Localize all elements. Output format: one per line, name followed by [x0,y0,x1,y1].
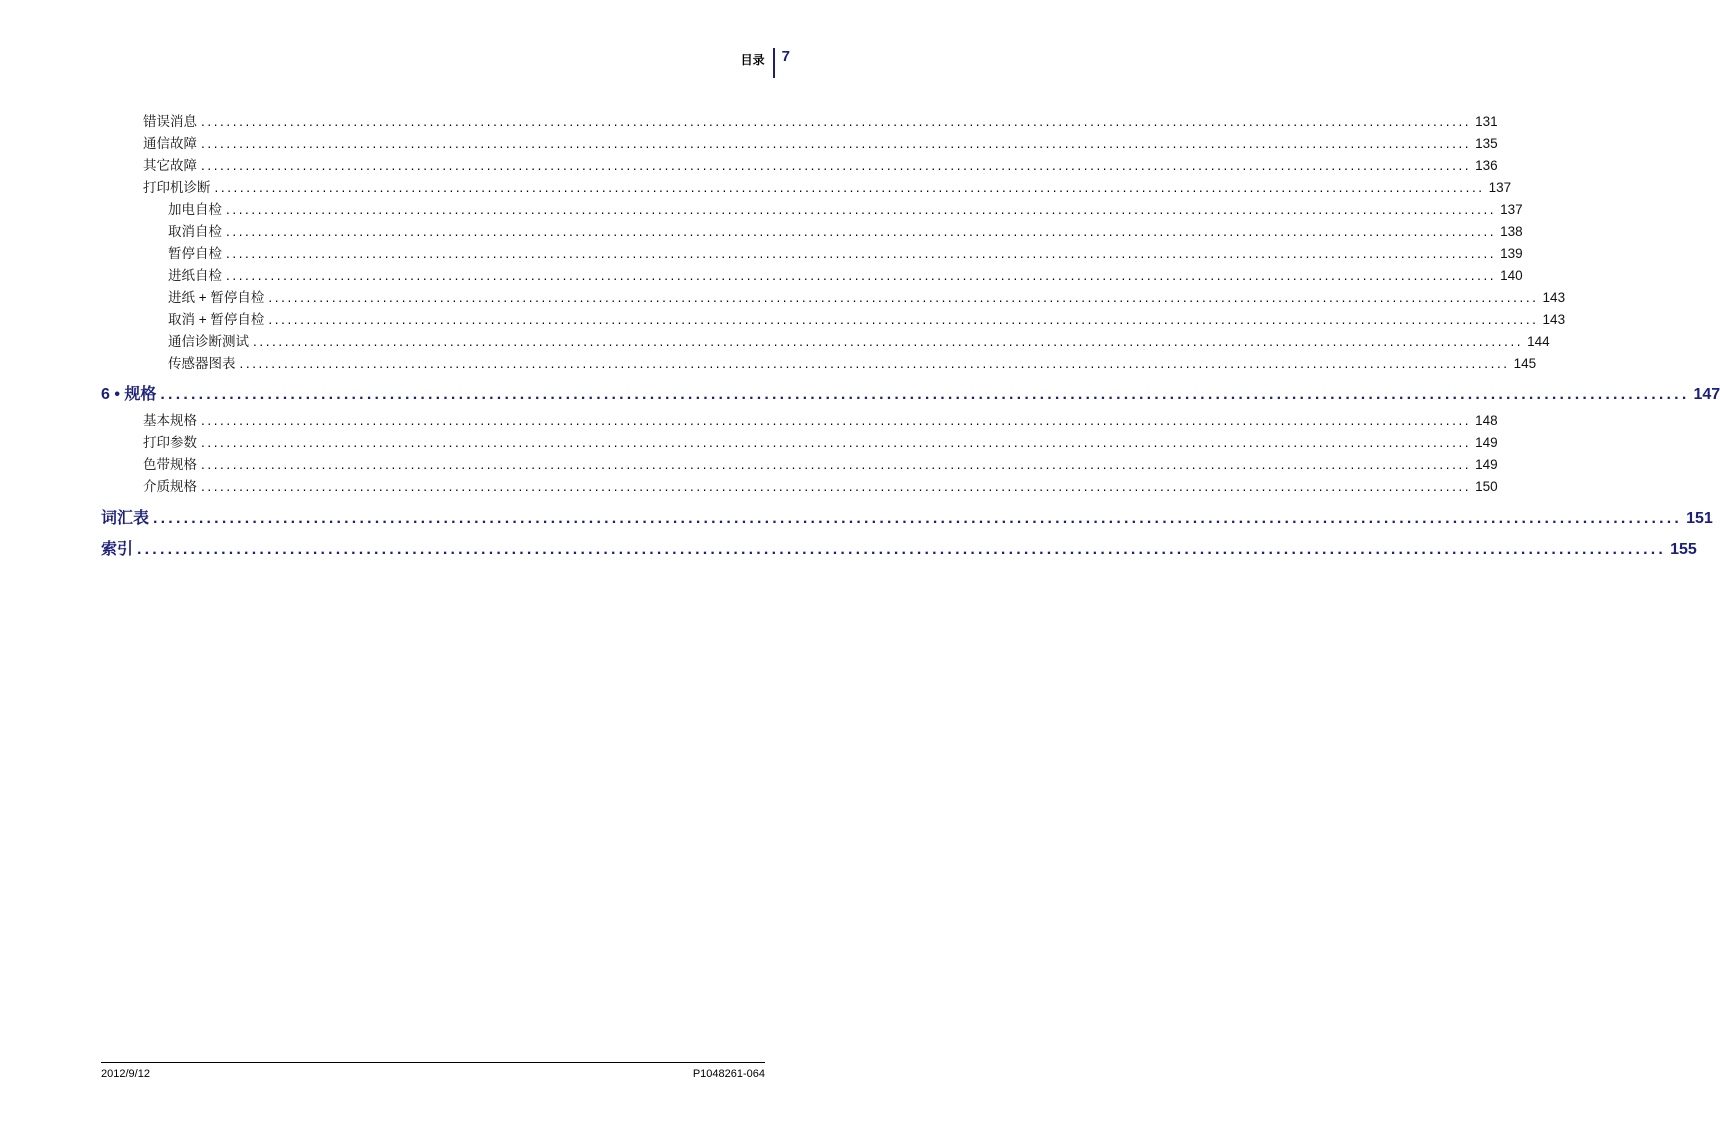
toc-entry-label: 通信诊断测试 [168,334,249,349]
toc-entry-label: 其它故障 [143,158,197,173]
toc-chapter-page: 147 [1693,386,1720,403]
toc-chapter[interactable] [101,536,1697,559]
toc-entry-label: 暂停自检 [168,246,222,261]
toc-entry[interactable] [143,431,1498,451]
toc-entry[interactable] [143,154,1498,174]
toc-dot-leader: ........................................................................................................................................................................................................ [239,356,1510,371]
toc-entry-page: 149 [1475,435,1498,450]
footer-date: 2012/9/12 [101,1068,150,1080]
toc-dot-leader: ........................................................................................................................................................................................................ [201,158,1472,173]
toc-entry-page: 143 [1542,312,1566,327]
toc-entry-label: 通信故障 [143,136,197,151]
toc-entry-label: 取消自检 [168,224,222,239]
toc-subentry[interactable] [168,198,1523,218]
toc-entry[interactable] [143,453,1498,473]
toc-dot-leader: ........................................................................................................................................................................................................ [226,268,1497,283]
toc-chapter[interactable] [101,381,1720,404]
toc-dot-leader: ........................................................................................................................................................................................................ [214,180,1485,195]
toc-entry-label: 介质规格 [143,479,197,494]
toc-entry-page: 140 [1500,268,1523,283]
toc-entry-page: 145 [1513,356,1537,371]
header-section-title: 目录 [740,53,765,67]
header-page-number: 7 [781,48,790,65]
toc-entry-label: 加电自检 [168,202,222,217]
toc-chapter-label: 6 • 规格 [101,386,157,403]
toc-dot-leader: ........................................................................................................................................................................................................ [201,136,1472,151]
toc-subentry[interactable] [168,264,1523,284]
toc-entry-label: 传感器图表 [168,356,236,371]
toc-entry-page: 149 [1475,457,1498,472]
toc-dot-leader: ........................................................................................................................................................................................................ [268,290,1539,305]
toc-chapter-page: 155 [1670,541,1697,558]
toc-dot-leader: ........................................................................................................................................................................................................ [226,246,1497,261]
toc-chapter-label: 词汇表 [101,510,150,527]
toc-entry-label: 打印机诊断 [143,180,211,195]
toc-subentry[interactable] [168,220,1523,240]
toc-dot-leader: ........................................................................................................................................................................................................ [160,386,1690,403]
toc-entry-page: 131 [1475,114,1498,129]
toc-dot-leader: ........................................................................................................................................................................................................ [253,334,1524,349]
toc-entry-page: 137 [1488,180,1512,195]
toc-entry-page: 148 [1475,413,1498,428]
footer-rule [101,1062,765,1063]
page-header [741,46,790,78]
toc-subentry[interactable] [168,242,1523,262]
toc-entry-page: 139 [1500,246,1523,261]
toc-entry-page: 135 [1475,136,1498,151]
toc-dot-leader: ........................................................................................................................................................................................................ [201,413,1472,428]
toc-dot-leader: ........................................................................................................................................................................................................ [201,435,1472,450]
toc-entry-page: 144 [1527,334,1550,349]
toc-entry[interactable] [143,110,1498,130]
toc-entry-page: 150 [1475,479,1498,494]
toc-entry-page: 143 [1542,290,1566,305]
toc-dot-leader: ........................................................................................................................................................................................................ [201,114,1472,129]
toc-dot-leader: ........................................................................................................................................................................................................ [153,510,1683,527]
toc-subentry[interactable] [168,308,1566,328]
toc-entry-label: 取消 + 暂停自检 [168,312,265,327]
toc-entry-label: 打印参数 [143,435,197,450]
toc-dot-leader: ........................................................................................................................................................................................................ [201,457,1472,472]
footer-doc-number: P1048261-064 [692,1068,765,1080]
toc-subentry[interactable] [168,352,1537,372]
toc-entry-page: 138 [1500,224,1523,239]
toc-entry-label: 错误消息 [143,114,197,129]
toc-dot-leader: ........................................................................................................................................................................................................ [226,224,1497,239]
toc-entry[interactable] [143,409,1498,429]
toc-entry-label: 基本规格 [143,413,197,428]
toc-entry-label: 色带规格 [143,457,197,472]
toc-entry-page: 136 [1475,158,1498,173]
toc-subentry[interactable] [168,330,1550,350]
toc-chapter-page: 151 [1686,510,1713,527]
toc-chapter-label: 索引 [101,541,134,558]
toc-entry-label: 进纸自检 [168,268,222,283]
toc-entry-label: 进纸 + 暂停自检 [168,290,265,305]
toc-dot-leader: ........................................................................................................................................................................................................ [226,202,1497,217]
toc-entry[interactable] [143,132,1498,152]
toc-subentry[interactable] [168,286,1566,306]
toc-entry[interactable] [143,475,1498,495]
toc-dot-leader: ........................................................................................................................................................................................................ [201,479,1472,494]
toc-entry[interactable] [143,176,1512,196]
toc-entry-page: 137 [1500,202,1523,217]
toc-chapter[interactable] [101,505,1713,528]
toc-dot-leader: ........................................................................................................................................................................................................ [268,312,1539,327]
toc-dot-leader: ........................................................................................................................................................................................................ [137,541,1667,558]
